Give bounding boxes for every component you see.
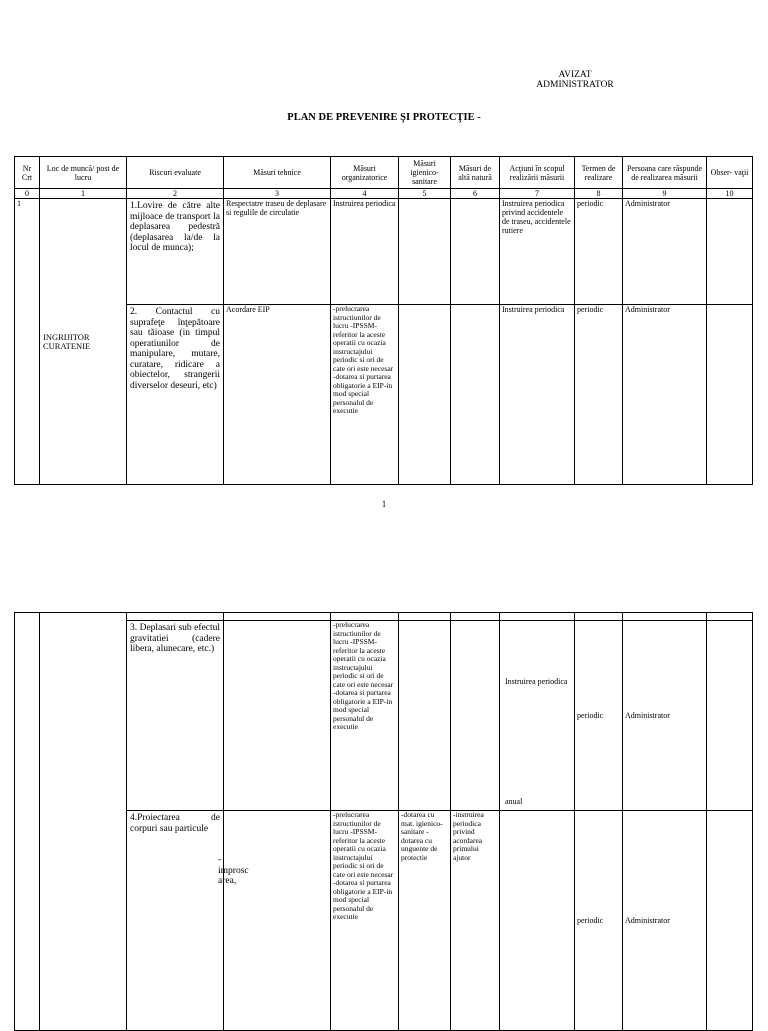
actions-text: Instruirea periodica bbox=[505, 677, 568, 686]
risk-content bbox=[130, 813, 249, 886]
column-number: 7 bbox=[500, 189, 575, 199]
organizational-measures-cell: -prelucrarea istructiunilor de lucru -IPSSM-referitor la aceste operatii cu ocazia instructajului periodic si ori de cate ori este necesar -dotarea si purtarea obligatorie a EIP-in mod special personalul de executie bbox=[331, 621, 399, 811]
organizational-measures-cell: -prelucrarea istructiunilor de lucru -IPSSM-referitor la aceste operatii cu ocazia instructajului periodic si ori de cate ori este necesar -dotarea si purtarea obligatorie a EIP-in mod special personalul de executie bbox=[331, 811, 399, 1031]
risk-cell: 2. Contactul cu suprafeţe înţepătoare sau tăioase (in timpul operatiunilor de manipulare, mutare, curatare, ridicare a obiectelor, strangerii diverselor deseuri, etc) bbox=[127, 305, 224, 485]
hygiene-measures-cell bbox=[399, 621, 451, 811]
column-header: Obser- vaţii bbox=[707, 157, 753, 189]
approval-label: AVIZAT bbox=[558, 70, 592, 80]
other-measures-cell bbox=[451, 621, 500, 811]
empty-cell bbox=[399, 613, 451, 621]
page-gap bbox=[0, 520, 768, 606]
actions-cell bbox=[500, 621, 575, 811]
column-header: Măsuri tehnice bbox=[224, 157, 331, 189]
approval-role: ADMINISTRATOR bbox=[536, 80, 614, 90]
technical-measures-cell: Acordare EIP bbox=[224, 305, 331, 485]
risk-cell bbox=[127, 811, 249, 1031]
technical-measures-cell: Respectatre traseu de deplasare si regulile de circulatie bbox=[224, 199, 331, 305]
approval-block bbox=[520, 70, 630, 90]
column-header: Termen de realizare bbox=[575, 157, 623, 189]
column-header: Riscuri evaluate bbox=[127, 157, 224, 189]
column-header: Persoana care răspunde de realizarea măsurii bbox=[623, 157, 707, 189]
empty-cell bbox=[575, 613, 623, 621]
table-row bbox=[15, 199, 753, 305]
actions-cell: Instruirea periodica bbox=[500, 305, 575, 485]
risk-cell: 3. Deplasari sub efectul gravitatiei (cadere libera, alunecare, etc.) bbox=[127, 621, 224, 811]
organizational-measures-cell: Instruirea periodica bbox=[331, 199, 399, 305]
technical-measures-cell bbox=[224, 621, 331, 811]
responsible-cell: Administrator bbox=[623, 811, 707, 1031]
empty-cell bbox=[224, 613, 331, 621]
column-number: 5 bbox=[399, 189, 451, 199]
column-header: Loc de muncă/ post de lucru bbox=[40, 157, 127, 189]
empty-cell bbox=[127, 613, 224, 621]
deadline-cell: periodic bbox=[575, 621, 623, 811]
other-measures-cell bbox=[451, 199, 500, 305]
risk-subitem: - improsc area, bbox=[218, 855, 249, 886]
other-measures-cell bbox=[451, 305, 500, 485]
deadline-cell: periodic bbox=[575, 199, 623, 305]
observations-cell bbox=[707, 811, 753, 1031]
header-row bbox=[15, 157, 753, 189]
column-header: Măsuri igienico- sanitare bbox=[399, 157, 451, 189]
prevention-plan-table bbox=[14, 156, 753, 485]
column-number: 0 bbox=[15, 189, 40, 199]
column-header: Nr Crt bbox=[15, 157, 40, 189]
column-number: 2 bbox=[127, 189, 224, 199]
column-number: 9 bbox=[623, 189, 707, 199]
hygiene-measures-cell bbox=[399, 199, 451, 305]
hygiene-measures-cell: -dotarea cu mat. igienico-sanitare -dotarea cu unguente de protectie bbox=[399, 811, 451, 1031]
actions-cell: Instruirea periodica privind accidentele de traseu, accidentele rutiere bbox=[500, 199, 575, 305]
organizational-measures-cell: -prelucrarea istructiunilor de lucru -IPSSM-referitor la aceste operatii cu ocazia instructajului periodic si ori de cate ori este necesar -dotarea si purtarea obligatorie a EIP-in mod special personalul de executie bbox=[331, 305, 399, 485]
row-number: 1 bbox=[15, 199, 40, 485]
column-number: 6 bbox=[451, 189, 500, 199]
column-number: 8 bbox=[575, 189, 623, 199]
empty-cell bbox=[623, 613, 707, 621]
responsible-cell: Administrator bbox=[623, 199, 707, 305]
responsible-cell: Administrator bbox=[623, 621, 707, 811]
prevention-plan-table-continued bbox=[14, 612, 753, 1031]
observations-cell bbox=[707, 621, 753, 811]
document-title: PLAN DE PREVENIRE ŞI PROTECŢIE - bbox=[287, 112, 481, 123]
risk-text: 4.Proiectarea de corpuri sau particule bbox=[130, 813, 220, 834]
actions-frequency: anual bbox=[505, 797, 523, 806]
workplace-cell-empty bbox=[40, 613, 127, 1031]
empty-cell bbox=[500, 613, 575, 621]
page-number: 1 bbox=[381, 499, 387, 509]
hygiene-measures-cell bbox=[399, 305, 451, 485]
observations-cell bbox=[707, 199, 753, 305]
continuation-row bbox=[15, 613, 753, 621]
empty-cell bbox=[451, 613, 500, 621]
technical-measures-cell bbox=[224, 811, 331, 1031]
column-header: Măsuri organizatorice bbox=[331, 157, 399, 189]
row-number-empty bbox=[15, 613, 40, 1031]
empty-cell bbox=[707, 613, 753, 621]
risk-cell: 1.Lovire de către alte mijloace de transport la deplasarea pedestră (deplasarea la/de la locul de munca); bbox=[127, 199, 224, 305]
deadline-cell: periodic bbox=[575, 305, 623, 485]
column-header: Acţiuni în scopul realizării măsurii bbox=[500, 157, 575, 189]
observations-cell bbox=[707, 305, 753, 485]
column-number-row bbox=[15, 189, 753, 199]
other-measures-cell: -instruirea periodica privind acordarea primului ajutor bbox=[451, 811, 500, 1031]
column-number: 3 bbox=[224, 189, 331, 199]
column-number: 4 bbox=[331, 189, 399, 199]
column-number: 10 bbox=[707, 189, 753, 199]
deadline-cell: periodic bbox=[575, 811, 623, 1031]
column-number: 1 bbox=[40, 189, 127, 199]
actions-cell bbox=[500, 811, 575, 1031]
responsible-cell: Administrator bbox=[623, 305, 707, 485]
column-header: Măsuri de altă natură bbox=[451, 157, 500, 189]
workplace-cell: INGRIJITOR CURATENIE bbox=[40, 199, 127, 485]
